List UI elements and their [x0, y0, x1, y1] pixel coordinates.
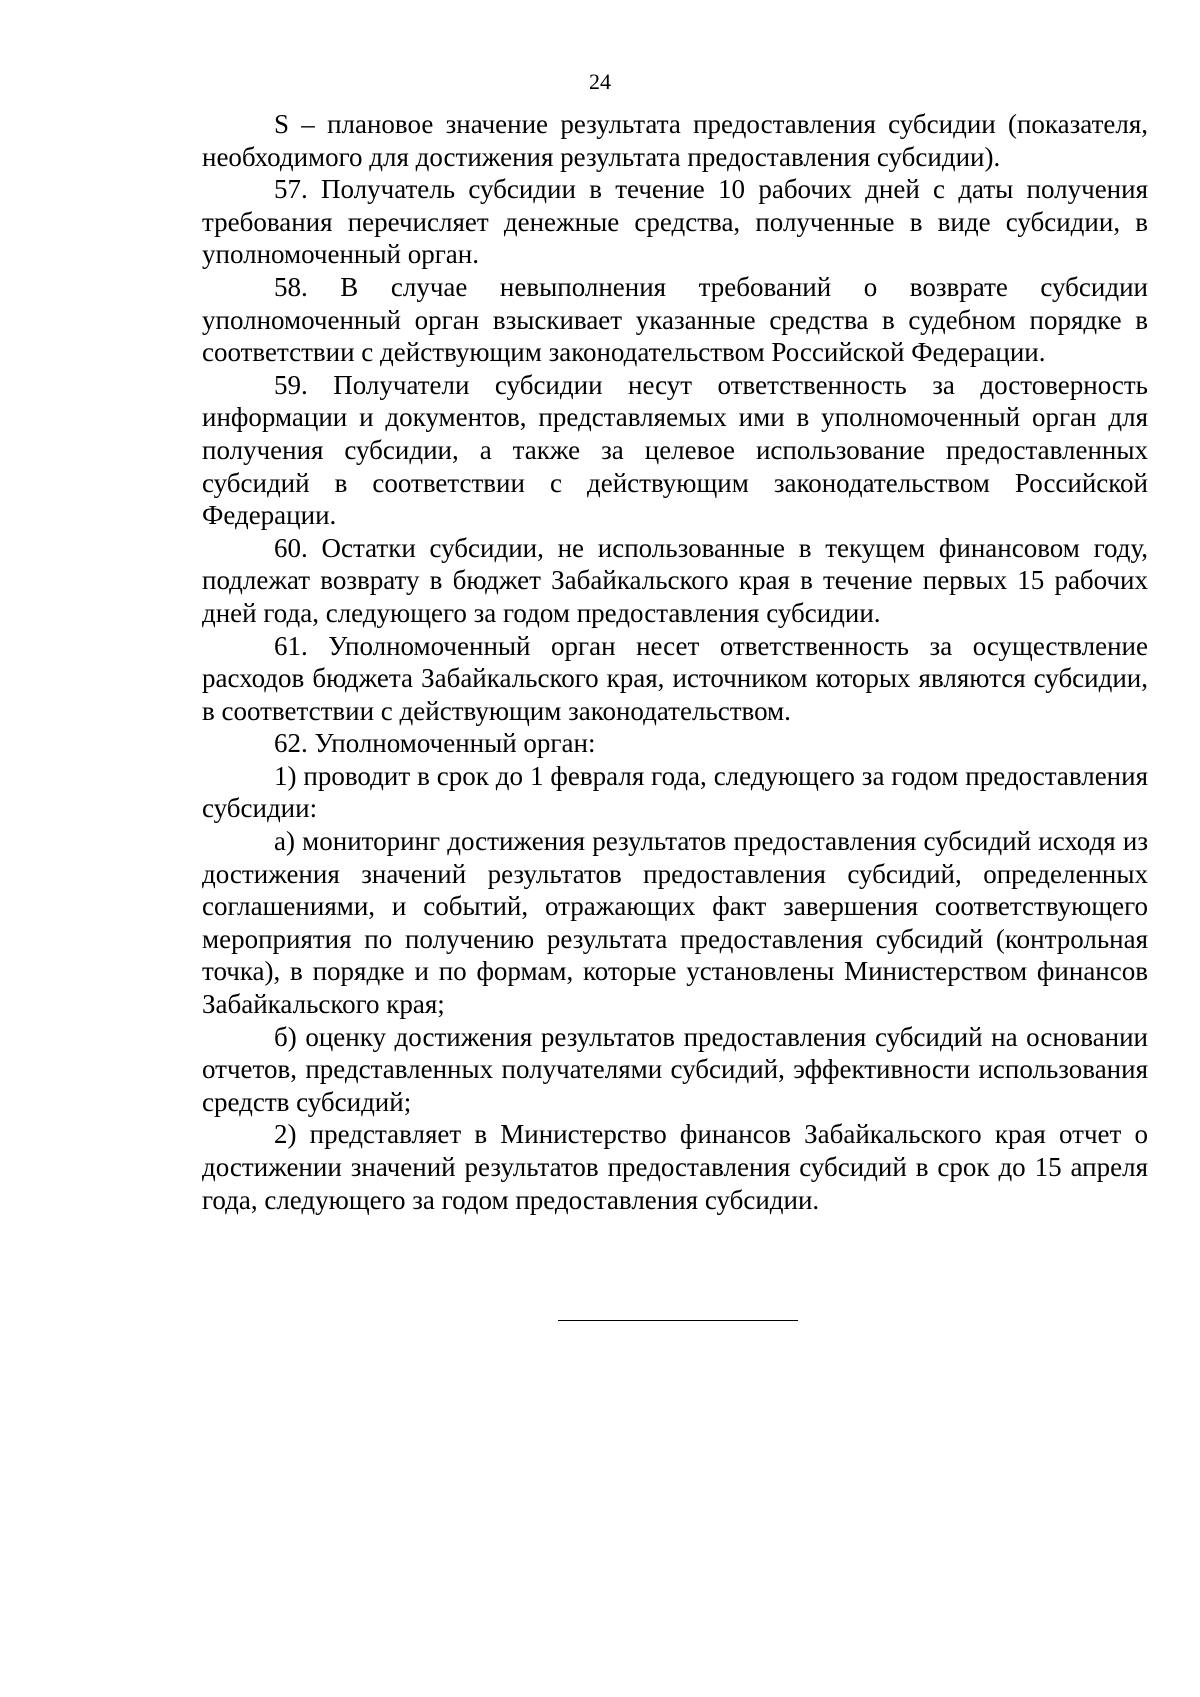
paragraph-58: 58. В случае невыполнения требований о возврате субсидии уполномоченный орган взыскивает указанные средства в судебном порядке в соответствии с действующим законодательством Российской Федерации. — [202, 271, 1148, 368]
paragraph-62-item-2: 2) представляет в Министерство финансов Забайкальского края отчет о достижении значений результатов предоставления субсидий в срок до 15 апреля года, следующего за годом предоставления субсидии. — [202, 1119, 1148, 1215]
document-body — [202, 108, 1148, 1216]
paragraph-57: 57. Получатель субсидии в течение 10 рабочих дней с даты получения требования перечисляет денежные средства, полученные в виде субсидии, в уполномоченный орган. — [202, 174, 1148, 270]
paragraph-62-item-1b: б) оценку достижения результатов предоставления субсидий на основании отчетов, представленных получателями субсидий, эффективности использования средств субсидий; — [202, 1021, 1148, 1117]
end-divider — [558, 1320, 798, 1321]
paragraph-62: 62. Уполномоченный орган: — [274, 728, 596, 759]
paragraph-62-item-1a: а) мониторинг достижения результатов предоставления субсидий исходя из достижения значений результатов предоставления субсидий, определенных соглашениями, и событий, отражающих факт завершения соответствующего мероприятия по получению результата предоставления субсидий (контрольная точка), в порядке и по формам, которые установлены Министерством финансов Забайкальского края; — [202, 826, 1148, 1020]
paragraph-60: 60. Остатки субсидии, не использованные в текущем финансовом году, подлежат возврату в бюджет Забайкальского края в течение первых 15 рабочих дней года, следующего за годом предоставления субсидии. — [202, 532, 1148, 628]
paragraph-62-item-1: 1) проводит в срок до 1 февраля года, следующего за годом предоставления субсидии: — [202, 760, 1148, 824]
paragraph-61: 61. Уполномоченный орган несет ответственность за осуществление расходов бюджета Забайкальского края, источником которых являются субсидии, в соответствии с действующим законодательством. — [202, 630, 1148, 726]
paragraph-s-definition: S – плановое значение результата предоставления субсидии (показателя, необходимого для достижения результата предоставления субсидии). — [202, 109, 1148, 172]
page-number: 24 — [589, 69, 611, 94]
paragraph-59: 59. Получатели субсидии несут ответственность за достоверность информации и документов, представляемых ими в уполномоченный орган для получения субсидии, а также за целевое использование предоставленных субсидий в соответствии с действующим законодательством Российской Федерации. — [202, 369, 1148, 531]
